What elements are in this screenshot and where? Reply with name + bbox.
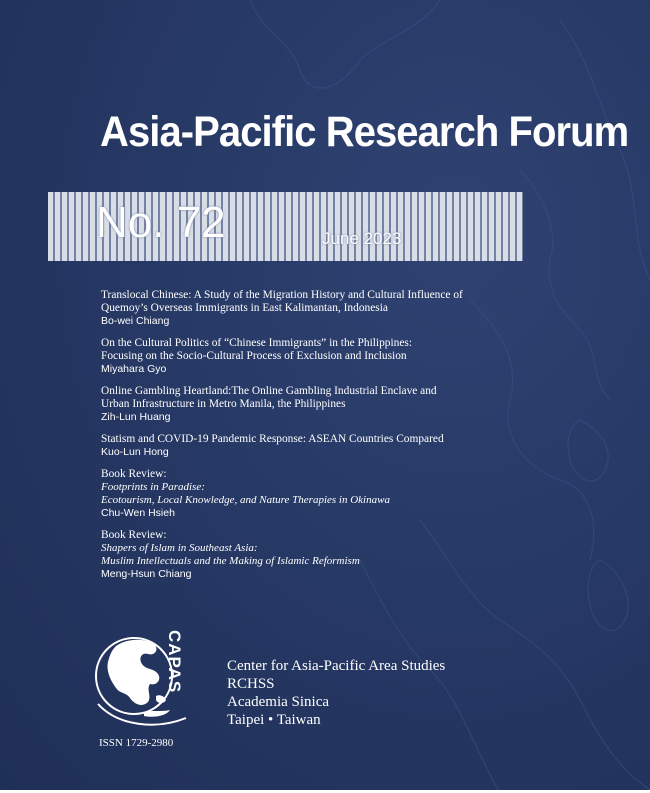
book-review-label: Book Review:	[101, 468, 167, 480]
article-author: Bo-wei Chiang	[101, 315, 170, 327]
publisher-line: Academia Sinica	[227, 694, 330, 710]
coastline-islands	[520, 170, 610, 400]
article-title: On the Cultural Politics of “Chinese Immigrants” in the Philippines: Focusing on the Socio-Cultural Process of Exclusion and Inclusion	[101, 337, 412, 362]
article-title: Statism and COVID-19 Pandemic Response: ASEAN Countries Compared	[101, 433, 444, 445]
toc-entry	[101, 385, 521, 424]
issn: ISSN 1729-2980	[99, 737, 174, 749]
book-review-label: Book Review:	[101, 529, 167, 541]
book-subtitle: Ecotourism, Local Knowledge, and Nature Therapies in Okinawa	[101, 494, 390, 506]
toc-entry	[101, 337, 521, 376]
table-of-contents	[101, 289, 521, 590]
book-subtitle: Muslim Intellectuals and the Making of Islamic Reformism	[101, 555, 360, 567]
publisher-line: Center for Asia-Pacific Area Studies	[227, 658, 446, 674]
review-author: Chu-Wen Hsieh	[101, 507, 175, 519]
globe-landmass	[107, 640, 159, 705]
issue-date: June 2023	[322, 229, 402, 248]
coastline-north	[250, 0, 440, 88]
book-review-entry	[101, 468, 521, 520]
journal-title: Asia-Pacific Research Forum	[100, 108, 629, 156]
article-author: Miyahara Gyo	[101, 363, 167, 375]
book-review-entry	[101, 529, 521, 581]
toc-entry	[101, 433, 521, 459]
publisher-block	[227, 657, 445, 729]
article-author: Zih-Lun Huang	[101, 411, 171, 423]
publisher-line: RCHSS	[227, 676, 275, 692]
issue-number: No. 72	[96, 198, 226, 247]
article-author: Kuo-Lun Hong	[101, 446, 169, 458]
book-title: Shapers of Islam in Southeast Asia:	[101, 542, 258, 554]
article-title: Online Gambling Heartland:The Online Gambling Industrial Enclave and Urban Infrastructure in Metro Manila, the Philippines	[101, 385, 437, 410]
review-author: Meng-Hsun Chiang	[101, 568, 192, 580]
toc-entry	[101, 289, 521, 328]
island-outline-2	[588, 560, 628, 631]
island-outline	[568, 420, 608, 481]
capas-logo-text: CAPAS	[165, 630, 184, 694]
book-title: Footprints in Paradise:	[101, 481, 205, 493]
article-title: Translocal Chinese: A Study of the Migration History and Cultural Influence of Quemoy’s Overseas Immigrants in East Kalimantan, Indonesia	[101, 289, 463, 314]
publisher-line: Taipei • Taiwan	[227, 712, 321, 728]
